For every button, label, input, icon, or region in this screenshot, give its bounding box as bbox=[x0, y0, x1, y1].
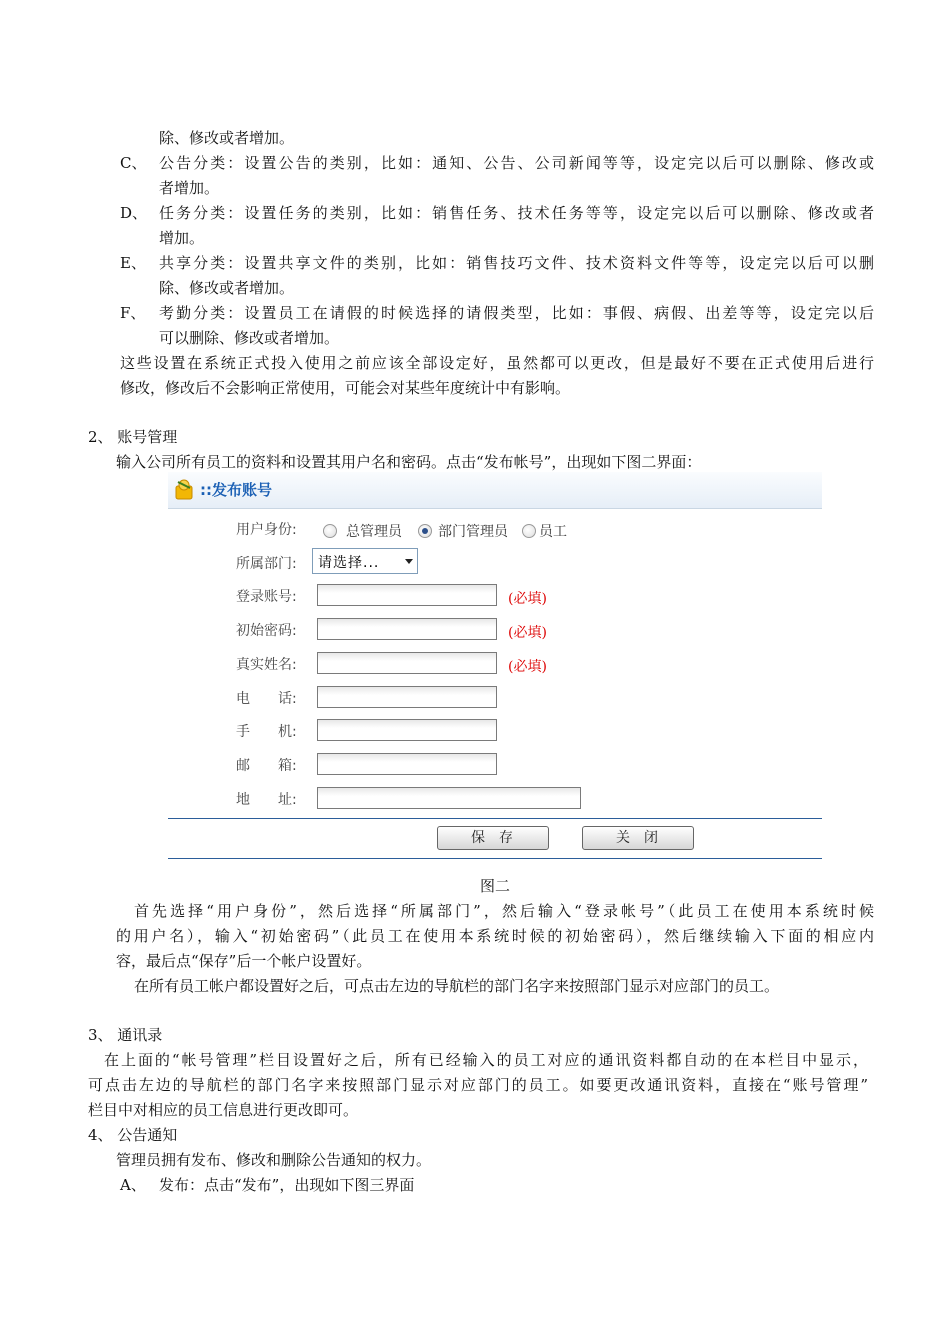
password-label: 初始密码: bbox=[236, 623, 297, 639]
account-form-screenshot bbox=[168, 472, 822, 862]
section4-item-text: 发布：点击“发布”，出现如下图三界面 bbox=[159, 1176, 415, 1194]
list-item-e-line2: 除、修改或者增加。 bbox=[159, 279, 295, 297]
section4-intro: 管理员拥有发布、修改和删除公告通知的权力。 bbox=[116, 1151, 432, 1169]
section3-heading: 3、 通讯录 bbox=[88, 1026, 163, 1044]
section2-intro: 输入公司所有员工的资料和设置其用户名和密码。点击“发布帐号”，出现如下图二界面： bbox=[116, 453, 702, 471]
note-line1: 这些设置在系统正式投入使用之前应该全部设定好，虽然都可以更改，但是最好不要在正式使用后进行 bbox=[120, 354, 874, 372]
list-item-f-line1: 考勤分类：设置员工在请假的时候选择的请假类型，比如：事假、病假、出差等等，设定完以后 bbox=[159, 304, 874, 322]
divider-bottom bbox=[168, 858, 822, 859]
section3-line3: 栏目中对相应的员工信息进行更改即可。 bbox=[88, 1101, 359, 1119]
list-item-d-line1: 任务分类：设置任务的类别，比如：销售任务、技术任务等等，设定完以后可以删除、修改或者 bbox=[159, 204, 874, 222]
list-letter-c: C、 bbox=[120, 154, 147, 172]
list-item-f-line2: 可以删除、修改或者增加。 bbox=[159, 329, 340, 347]
section2-heading: 2、 账号管理 bbox=[88, 428, 178, 446]
login-input[interactable] bbox=[317, 584, 497, 606]
list-continuation: 除、修改或者增加。 bbox=[159, 129, 295, 147]
explain-para2: 在所有员工帐户都设置好之后，可点击左边的导航栏的部门名字来按照部门显示对应部门的员工。 bbox=[134, 977, 780, 995]
radio-employee[interactable] bbox=[522, 524, 536, 538]
list-item-c-line1: 公告分类：设置公告的类别，比如：通知、公告、公司新闻等等，设定完以后可以删除、修改或 bbox=[159, 154, 874, 172]
radio-label-employee: 员工 bbox=[539, 524, 567, 540]
list-letter-e: E、 bbox=[120, 254, 146, 272]
list-item-d-line2: 增加。 bbox=[159, 229, 205, 247]
list-letter-d: D、 bbox=[120, 204, 148, 222]
phone-input[interactable] bbox=[317, 686, 497, 708]
realname-input[interactable] bbox=[317, 652, 497, 674]
explain-line3: 容，最后点“保存”后一个帐户设置好。 bbox=[116, 952, 372, 970]
divider-top bbox=[168, 818, 822, 819]
section4-heading: 4、 公告通知 bbox=[88, 1126, 178, 1144]
phone-label: 电 话: bbox=[236, 691, 297, 707]
list-item-c-line2: 者增加。 bbox=[159, 179, 220, 197]
radio-dept-admin[interactable] bbox=[418, 524, 432, 538]
realname-required: (必填) bbox=[508, 659, 547, 675]
form-title: ::发布账号 bbox=[200, 481, 272, 499]
password-input[interactable] bbox=[317, 618, 497, 640]
save-button[interactable]: 保存 bbox=[437, 826, 549, 850]
note-line2: 修改，修改后不会影响正常使用，可能会对某些年度统计中有影响。 bbox=[120, 379, 571, 397]
section3-line1: 在上面的“帐号管理”栏目设置好之后，所有已经输入的员工对应的通讯资料都自动的在本栏目中显示， bbox=[104, 1051, 868, 1069]
explain-line2: 的用户名），输入“初始密码”（此员工在使用本系统时候的初始密码），然后继续输入下面的相应内 bbox=[116, 927, 874, 945]
mobile-label: 手 机: bbox=[236, 724, 297, 740]
email-input[interactable] bbox=[317, 753, 497, 775]
radio-label-dept-admin: 部门管理员 bbox=[438, 524, 508, 540]
email-label: 邮 箱: bbox=[236, 758, 297, 774]
user-folder-icon bbox=[174, 478, 194, 500]
section3-line2: 可点击左边的导航栏的部门名字来按照部门显示对应部门的员工。如要更改通讯资料，直接在“账号管理” bbox=[88, 1076, 868, 1094]
dept-select[interactable] bbox=[312, 548, 418, 574]
figure-caption: 图二 bbox=[480, 877, 511, 895]
close-button[interactable]: 关闭 bbox=[582, 826, 694, 850]
radio-general-admin[interactable] bbox=[323, 524, 337, 538]
chevron-down-icon bbox=[405, 559, 413, 564]
address-input[interactable] bbox=[317, 787, 581, 809]
list-letter-f: F、 bbox=[120, 304, 146, 322]
explain-line1: 首先选择“用户身份”，然后选择“所属部门”，然后输入“登录帐号”（此员工在使用本系统时候 bbox=[134, 902, 874, 920]
mobile-input[interactable] bbox=[317, 719, 497, 741]
radio-label-general-admin: 总管理员 bbox=[346, 524, 402, 540]
realname-label: 真实姓名: bbox=[236, 657, 297, 673]
address-label: 地 址: bbox=[236, 792, 297, 808]
password-required: (必填) bbox=[508, 625, 547, 641]
login-required: (必填) bbox=[508, 591, 547, 607]
list-item-e-line1: 共享分类：设置共享文件的类别，比如：销售技巧文件、技术资料文件等等，设定完以后可以删 bbox=[159, 254, 874, 272]
dept-select-value: 请选择... bbox=[318, 555, 380, 571]
dept-label: 所属部门: bbox=[236, 556, 297, 572]
identity-label: 用户身份: bbox=[236, 522, 297, 538]
form-header bbox=[168, 472, 822, 509]
login-label: 登录账号: bbox=[236, 589, 297, 605]
section4-item-letter: A、 bbox=[120, 1176, 146, 1194]
